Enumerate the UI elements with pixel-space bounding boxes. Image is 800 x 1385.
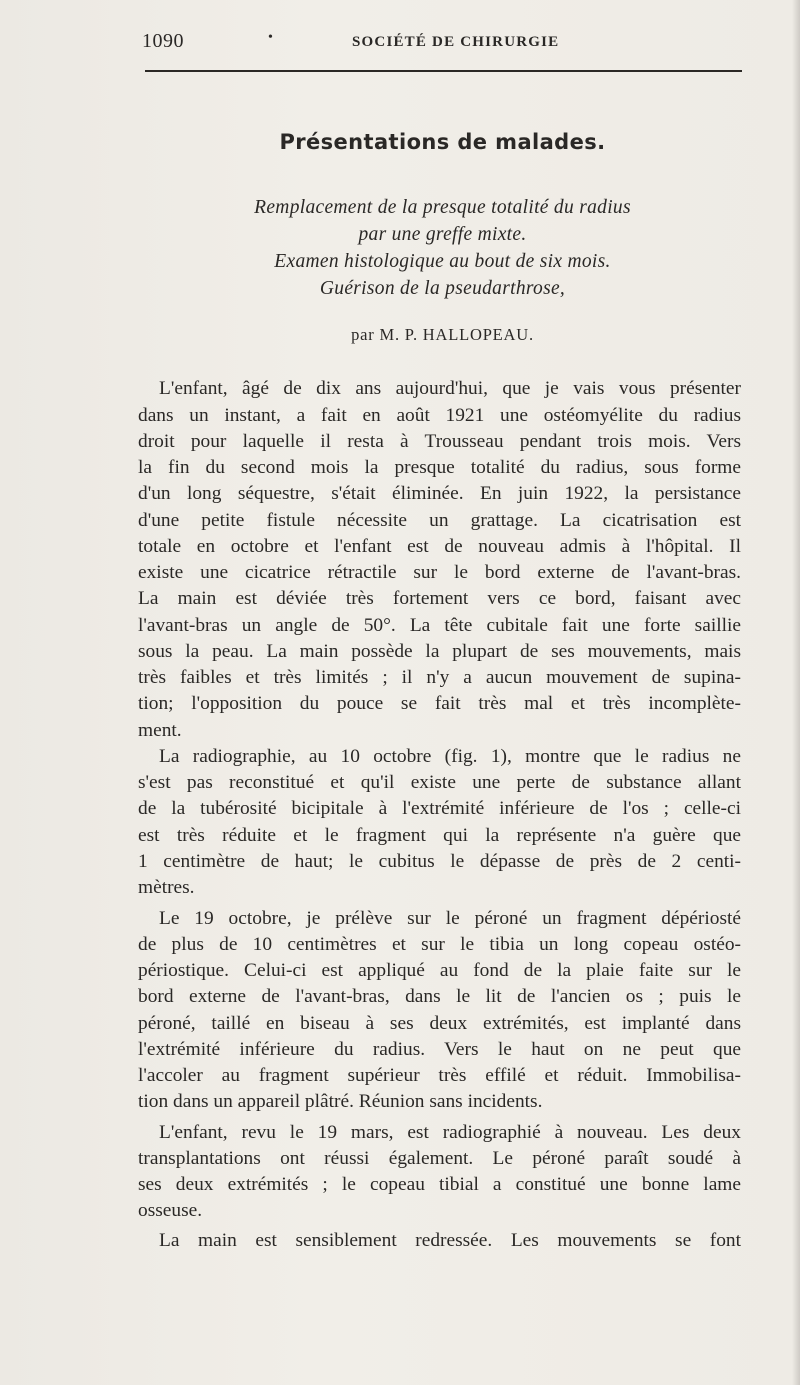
body-line: tion; l'opposition du pouce se fait très mal et très incomplète-	[138, 693, 741, 714]
body-line: bord externe de l'avant-bras, dans le lit de l'ancien os ; puis le	[138, 986, 741, 1007]
article-title-line: Guérison de la pseudarthrose,	[319, 278, 566, 299]
body-line: d'un long séquestre, s'était éliminée. En juin 1922, la persistance	[138, 483, 741, 504]
body-line: osseuse.	[138, 1200, 203, 1221]
page-number: 1090	[142, 30, 184, 52]
body-line: existe une cicatrice rétractile sur le bord externe de l'avant-bras.	[138, 562, 741, 583]
body-line: d'une petite fistule nécessite un grattage. La cicatrisation est	[138, 510, 741, 531]
body-line: de plus de 10 centimètres et sur le tibia un long copeau ostéo-	[138, 934, 741, 955]
article-title-line: par une greffe mixte.	[358, 224, 527, 245]
body-line: de la tubérosité bicipitale à l'extrémité inférieure de l'os ; celle-ci	[138, 798, 741, 819]
body-line: ment.	[138, 720, 182, 741]
article-author: par M. P. HALLOPEAU.	[351, 325, 534, 344]
body-line: sous la peau. La main possède la plupart de ses mouvements, mais	[138, 641, 741, 662]
body-line: transplantations ont réussi également. Le péroné paraît soudé à	[138, 1148, 741, 1169]
body-line: l'extrémité inférieure du radius. Vers le haut on ne peut que	[138, 1039, 741, 1060]
body-line: 1 centimètre de haut; le cubitus le dépasse de près de 2 centi-	[138, 851, 741, 872]
running-head	[142, 30, 742, 58]
body-line: l'avant-bras un angle de 50°. La tête cubitale fait une forte saillie	[138, 615, 741, 636]
header-rule	[145, 70, 742, 72]
section-title: Présentations de malades.	[279, 130, 606, 154]
journal-title: SOCIÉTÉ DE CHIRURGIE	[352, 34, 560, 50]
body-line: totale en octobre et l'enfant est de nouveau admis à l'hôpital. Il	[138, 536, 741, 557]
body-line: s'est pas reconstitué et qu'il existe une perte de substance allant	[138, 772, 741, 793]
header-dot: •	[268, 30, 273, 45]
body-line: L'enfant, âgé de dix ans aujourd'hui, que je vais vous présenter	[159, 378, 741, 399]
body-line: la fin du second mois la presque totalité du radius, sous forme	[138, 457, 741, 478]
body-line: droit pour laquelle il resta à Trousseau pendant trois mois. Vers	[138, 431, 741, 452]
body-line: ses deux extrémités ; le copeau tibial a constitué une bonne lame	[138, 1174, 741, 1195]
article-title-line: Remplacement de la presque totalité du radius	[254, 197, 631, 218]
body-line: La main est déviée très fortement vers ce bord, faisant avec	[138, 588, 741, 609]
body-line: La radiographie, au 10 octobre (fig. 1), montre que le radius ne	[159, 746, 741, 767]
body-line: périostique. Celui-ci est appliqué au fond de la plaie faite sur le	[138, 960, 741, 981]
body-line: L'enfant, revu le 19 mars, est radiographié à nouveau. Les deux	[159, 1122, 741, 1143]
body-line: tion dans un appareil plâtré. Réunion sans incidents.	[138, 1091, 543, 1112]
body-line: Le 19 octobre, je prélève sur le péroné un fragment dépériosté	[159, 908, 741, 929]
body-line: mètres.	[138, 877, 195, 898]
body-line: l'accoler au fragment supérieur très effilé et réduit. Immobilisa-	[138, 1065, 741, 1086]
body-line: très faibles et très limités ; il n'y a aucun mouvement de supina-	[138, 667, 741, 688]
article-title-line: Examen histologique au bout de six mois.	[274, 251, 611, 272]
body-line: La main est sensiblement redressée. Les mouvements se font	[159, 1230, 741, 1251]
body-line: péroné, taillé en biseau à ses deux extrémités, est implanté dans	[138, 1013, 741, 1034]
body-line: dans un instant, a fait en août 1921 une ostéomyélite du radius	[138, 405, 741, 426]
body-line: est très réduite et le fragment qui la représente n'a guère que	[138, 825, 741, 846]
